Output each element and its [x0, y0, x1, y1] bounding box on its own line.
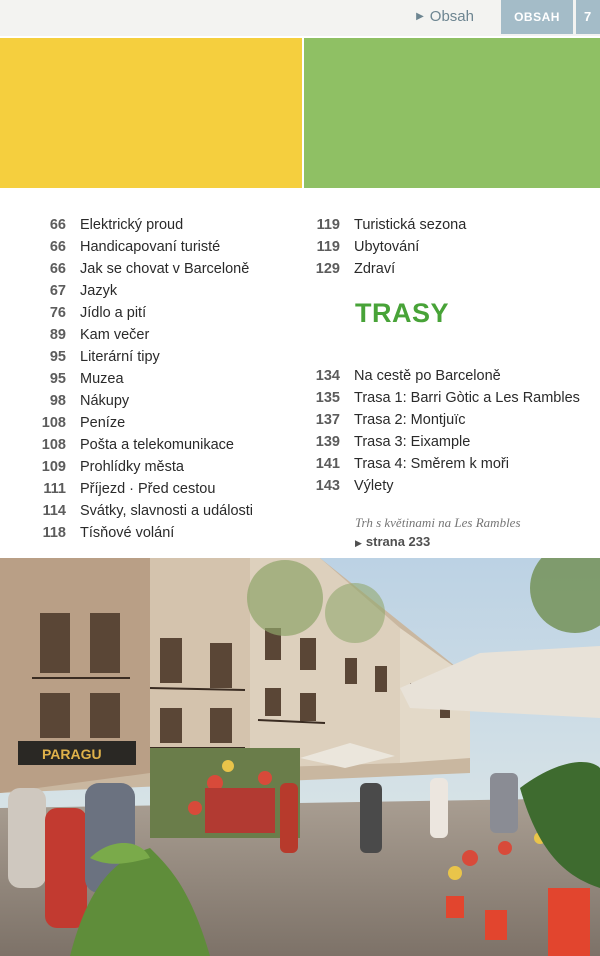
toc-entry-title: Peníze: [80, 415, 126, 431]
toc-entry-title: Turistická sezona: [354, 217, 467, 233]
toc-entry[interactable]: [296, 477, 596, 499]
toc-entry-title: Trasa 3: Eixample: [354, 434, 471, 450]
header-bar: [0, 0, 600, 36]
toc-entry[interactable]: [22, 436, 302, 458]
las-ramblas-illustration: [0, 558, 600, 956]
toc-entry[interactable]: [296, 238, 596, 260]
play-triangle-icon: ▶: [355, 538, 362, 548]
toc-entry[interactable]: [296, 389, 596, 411]
green-color-band: [304, 38, 600, 188]
toc-entry-title: Tísňové volání: [80, 525, 175, 541]
toc-page-number: 98: [49, 393, 66, 409]
toc-entry-title: Jak se chovat v Barceloně: [80, 261, 250, 277]
photo-page-reference-label: strana 233: [365, 534, 431, 549]
toc-entry[interactable]: [296, 411, 596, 433]
toc-page-number: 108: [41, 415, 66, 431]
toc-page-number: 66: [49, 239, 66, 255]
toc-page-number: 137: [315, 412, 340, 428]
toc-entry-title: Elektrický proud: [80, 217, 184, 233]
toc-page-number: 66: [49, 261, 66, 277]
toc-entry[interactable]: [296, 433, 596, 455]
toc-entry-title: Trasa 4: Směrem k moři: [354, 456, 509, 472]
toc-page-number: 76: [49, 305, 66, 321]
toc-page-number: 141: [315, 456, 340, 472]
toc-right-column-top: [296, 216, 596, 282]
toc-entry-title: Pošta a telekomunikace: [80, 437, 234, 453]
toc-page-number: 95: [49, 349, 66, 365]
toc-entry[interactable]: [22, 304, 302, 326]
photo-caption: Trh s květinami na Les Rambles: [355, 515, 521, 530]
toc-page-number: 135: [315, 390, 340, 406]
toc-entry-title: Svátky, slavnosti a události: [80, 503, 254, 519]
toc-page-number: 108: [41, 437, 66, 453]
toc-entry-title: Ubytování: [354, 239, 420, 255]
toc-page-number: 89: [49, 327, 66, 343]
toc-entry-title: Nákupy: [80, 393, 130, 409]
toc-entry-title: Trasa 2: Montjuïc: [354, 412, 466, 428]
toc-entry-title: Na cestě po Barceloně: [354, 368, 501, 384]
toc-entry-title: Jídlo a pití: [80, 305, 147, 321]
toc-page-number: 67: [49, 283, 66, 299]
toc-page-number: 119: [316, 217, 340, 233]
section-tab[interactable]: OBSAH: [501, 0, 573, 34]
toc-entry[interactable]: [296, 367, 596, 389]
shop-sign-text: PARAGU: [42, 746, 102, 762]
toc-entry-title: Kam večer: [80, 327, 150, 343]
toc-entry[interactable]: [22, 282, 302, 304]
street-market-photo: [0, 558, 600, 956]
toc-page-number: 129: [315, 261, 340, 277]
photo-page-reference[interactable]: [355, 534, 430, 549]
toc-page-number: 111: [43, 481, 66, 497]
toc-entry[interactable]: [22, 216, 302, 238]
toc-entry-title: Literární tipy: [80, 349, 160, 365]
toc-page-number: 95: [49, 371, 66, 387]
toc-page-number: 134: [315, 368, 340, 384]
toc-entry[interactable]: [22, 260, 302, 282]
toc-entry[interactable]: [22, 458, 302, 480]
toc-left-column: [22, 216, 302, 546]
toc-page-number: 109: [41, 459, 66, 475]
toc-entry[interactable]: [22, 392, 302, 414]
toc-page-number: 143: [315, 478, 340, 494]
toc-entry-title: Prohlídky města: [80, 459, 184, 475]
toc-page-number: 119: [316, 239, 340, 255]
play-triangle-icon: ▶: [416, 11, 424, 22]
toc-entry[interactable]: [22, 326, 302, 348]
section-heading-trasy: TRASY: [355, 298, 450, 328]
toc-entry-title: Zdraví: [354, 261, 396, 277]
toc-entry-title: Handicapovaní turisté: [80, 239, 221, 255]
yellow-color-band: [0, 38, 302, 188]
toc-entry[interactable]: [22, 238, 302, 260]
toc-entry[interactable]: [296, 260, 596, 282]
toc-entry[interactable]: [296, 455, 596, 477]
page-number: 7: [576, 0, 600, 34]
breadcrumb[interactable]: [416, 8, 474, 25]
toc-entry[interactable]: [22, 414, 302, 436]
toc-entry-title: Muzea: [80, 371, 124, 387]
toc-entry-title: Trasa 1: Barri Gòtic a Les Rambles: [354, 390, 580, 406]
breadcrumb-label: Obsah: [429, 8, 474, 25]
toc-entry[interactable]: [22, 348, 302, 370]
toc-page-number: 114: [42, 503, 66, 519]
toc-entry[interactable]: [22, 480, 302, 502]
toc-entry-title: Výlety: [354, 478, 394, 494]
toc-entry-title: Jazyk: [80, 283, 118, 299]
toc-entry[interactable]: [296, 216, 596, 238]
toc-entry[interactable]: [22, 370, 302, 392]
toc-page-number: 66: [49, 217, 66, 233]
toc-page-number: 139: [315, 434, 340, 450]
toc-page-number: 118: [42, 525, 66, 541]
toc-right-column-bottom: [296, 367, 596, 499]
toc-entry-title: Příjezd · Před cestou: [80, 481, 216, 497]
toc-entry[interactable]: [22, 524, 302, 546]
toc-entry[interactable]: [22, 502, 302, 524]
